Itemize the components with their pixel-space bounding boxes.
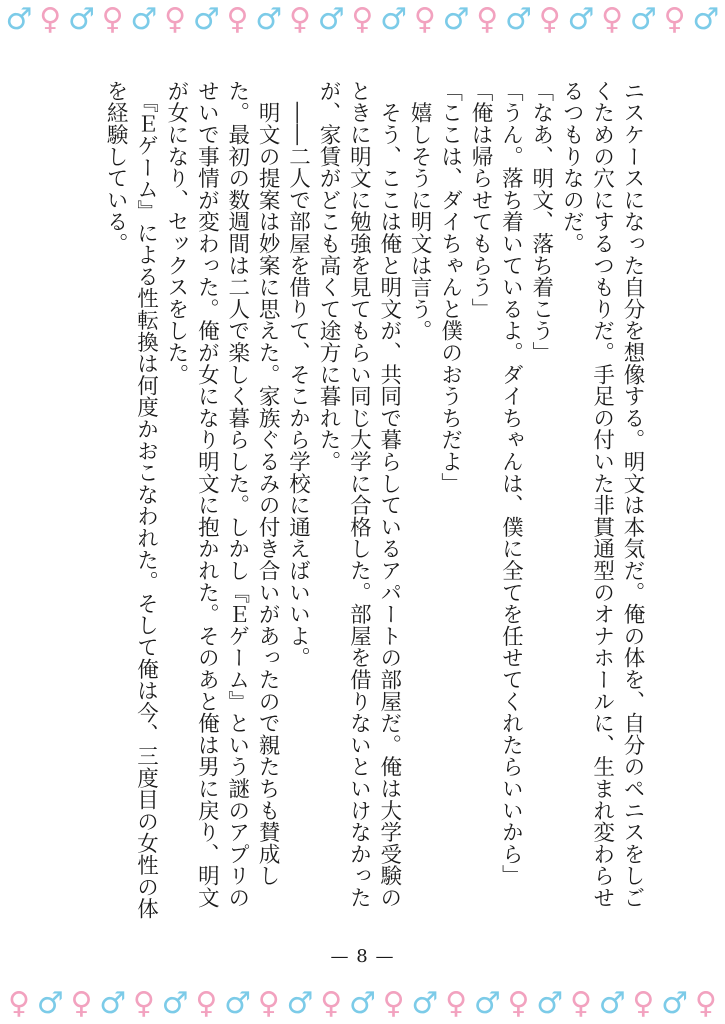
male-symbol-icon: ♂ bbox=[473, 986, 501, 1021]
female-symbol-icon: ♀ bbox=[632, 986, 655, 1021]
female-symbol-icon: ♀ bbox=[694, 986, 717, 1021]
paragraph: 「うん。落ち着いているよ。ダイちゃんは、僕に全てを任せてくれたらいいから」 bbox=[498, 80, 524, 887]
paragraph: 「なあ、明文、落ち着こう」 bbox=[528, 80, 554, 364]
female-symbol-icon: ♀ bbox=[569, 986, 592, 1021]
paragraph: 「俺は帰らせてもらう」 bbox=[467, 80, 493, 320]
male-symbol-icon: ♂ bbox=[348, 986, 376, 1021]
male-symbol-icon: ♂ bbox=[255, 2, 283, 37]
male-symbol-icon: ♂ bbox=[692, 2, 720, 37]
female-symbol-icon: ♀ bbox=[226, 2, 249, 37]
male-symbol-icon: ♂ bbox=[411, 986, 439, 1021]
female-symbol-icon: ♀ bbox=[8, 986, 30, 1021]
paragraph: 嬉しそうに明文は言う。 bbox=[407, 80, 433, 342]
male-symbol-icon: ♂ bbox=[505, 2, 532, 37]
female-symbol-icon: ♀ bbox=[476, 2, 499, 37]
female-symbol-icon: ♀ bbox=[195, 986, 218, 1021]
top-decorative-border bbox=[0, 0, 725, 40]
male-symbol-icon: ♂ bbox=[192, 2, 220, 37]
female-symbol-icon: ♀ bbox=[507, 986, 530, 1021]
paragraph: ニスケースになった自分を想像する。明文は本気だ。俺の体を、自分のペニスをしごくための穴にするつもりだ。手足の付いた非貫通型のオナホールに、生まれ変わらせるつもりなのだ。 bbox=[559, 80, 645, 909]
female-symbol-icon: ♀ bbox=[101, 2, 124, 37]
page-number: — 8 — bbox=[330, 946, 395, 967]
female-symbol-icon: ♀ bbox=[538, 2, 561, 37]
male-symbol-icon: ♂ bbox=[442, 2, 470, 37]
female-symbol-icon: ♀ bbox=[351, 2, 374, 37]
male-symbol-icon: ♂ bbox=[661, 986, 689, 1021]
male-symbol-icon: ♂ bbox=[317, 2, 345, 37]
male-symbol-icon: ♂ bbox=[286, 986, 314, 1021]
female-symbol-icon: ♀ bbox=[132, 986, 155, 1021]
paragraph: 明文の提案は妙案に思えた。家族ぐるみの付き合いがあったので親たちも賛成した。最初の数週間は二人で楽しく暮らした。しかし『Ｅゲーム』という謎のアプリのせいで事情が変わった。俺が女になり明文に抱かれた。そのあと俺は男に戻り、明文が女になり、セックスをした。 bbox=[163, 80, 281, 909]
female-symbol-icon: ♀ bbox=[320, 986, 343, 1021]
female-symbol-icon: ♀ bbox=[39, 2, 62, 37]
female-symbol-icon: ♀ bbox=[445, 986, 468, 1021]
male-symbol-icon: ♂ bbox=[536, 986, 564, 1021]
paragraph: 「ここは、ダイちゃんと僕のおうちだよ」 bbox=[437, 80, 463, 495]
female-symbol-icon: ♀ bbox=[382, 986, 405, 1021]
female-symbol-icon: ♀ bbox=[257, 986, 280, 1021]
male-symbol-icon: ♂ bbox=[224, 986, 251, 1021]
male-symbol-icon: ♂ bbox=[67, 2, 95, 37]
male-symbol-icon: ♂ bbox=[130, 2, 158, 37]
female-symbol-icon: ♀ bbox=[164, 2, 187, 37]
female-symbol-icon: ♀ bbox=[288, 2, 311, 37]
male-symbol-icon: ♂ bbox=[161, 986, 189, 1021]
bottom-decorative-border bbox=[0, 984, 725, 1024]
female-symbol-icon: ♀ bbox=[663, 2, 686, 37]
male-symbol-icon: ♂ bbox=[567, 2, 595, 37]
male-symbol-icon: ♂ bbox=[36, 986, 64, 1021]
male-symbol-icon: ♂ bbox=[598, 986, 626, 1021]
male-symbol-icon: ♂ bbox=[629, 2, 657, 37]
vertical-text-body bbox=[77, 80, 647, 920]
female-symbol-icon: ♀ bbox=[601, 2, 624, 37]
female-symbol-icon: ♀ bbox=[70, 986, 93, 1021]
paragraph: ――二人で部屋を借りて、そこから学校に通えばいいよ。 bbox=[285, 80, 311, 669]
male-symbol-icon: ♂ bbox=[380, 2, 408, 37]
male-symbol-icon: ♂ bbox=[5, 2, 33, 37]
male-symbol-icon: ♂ bbox=[99, 986, 127, 1021]
paragraph: 『Ｅゲーム』による性転換は何度かおこなわれた。そして俺は今、三度目の女性の体を経験している。 bbox=[103, 80, 159, 920]
female-symbol-icon: ♀ bbox=[413, 2, 436, 37]
paragraph: そう、ここは俺と明文が、共同で暮らしているアパートの部屋だ。俺は大学受験のときに明文に勉強を見てもらい同じ大学に合格した。部屋を借りないといけなかったが、家賃がどこも高くて途方に暮れた。 bbox=[315, 80, 402, 909]
